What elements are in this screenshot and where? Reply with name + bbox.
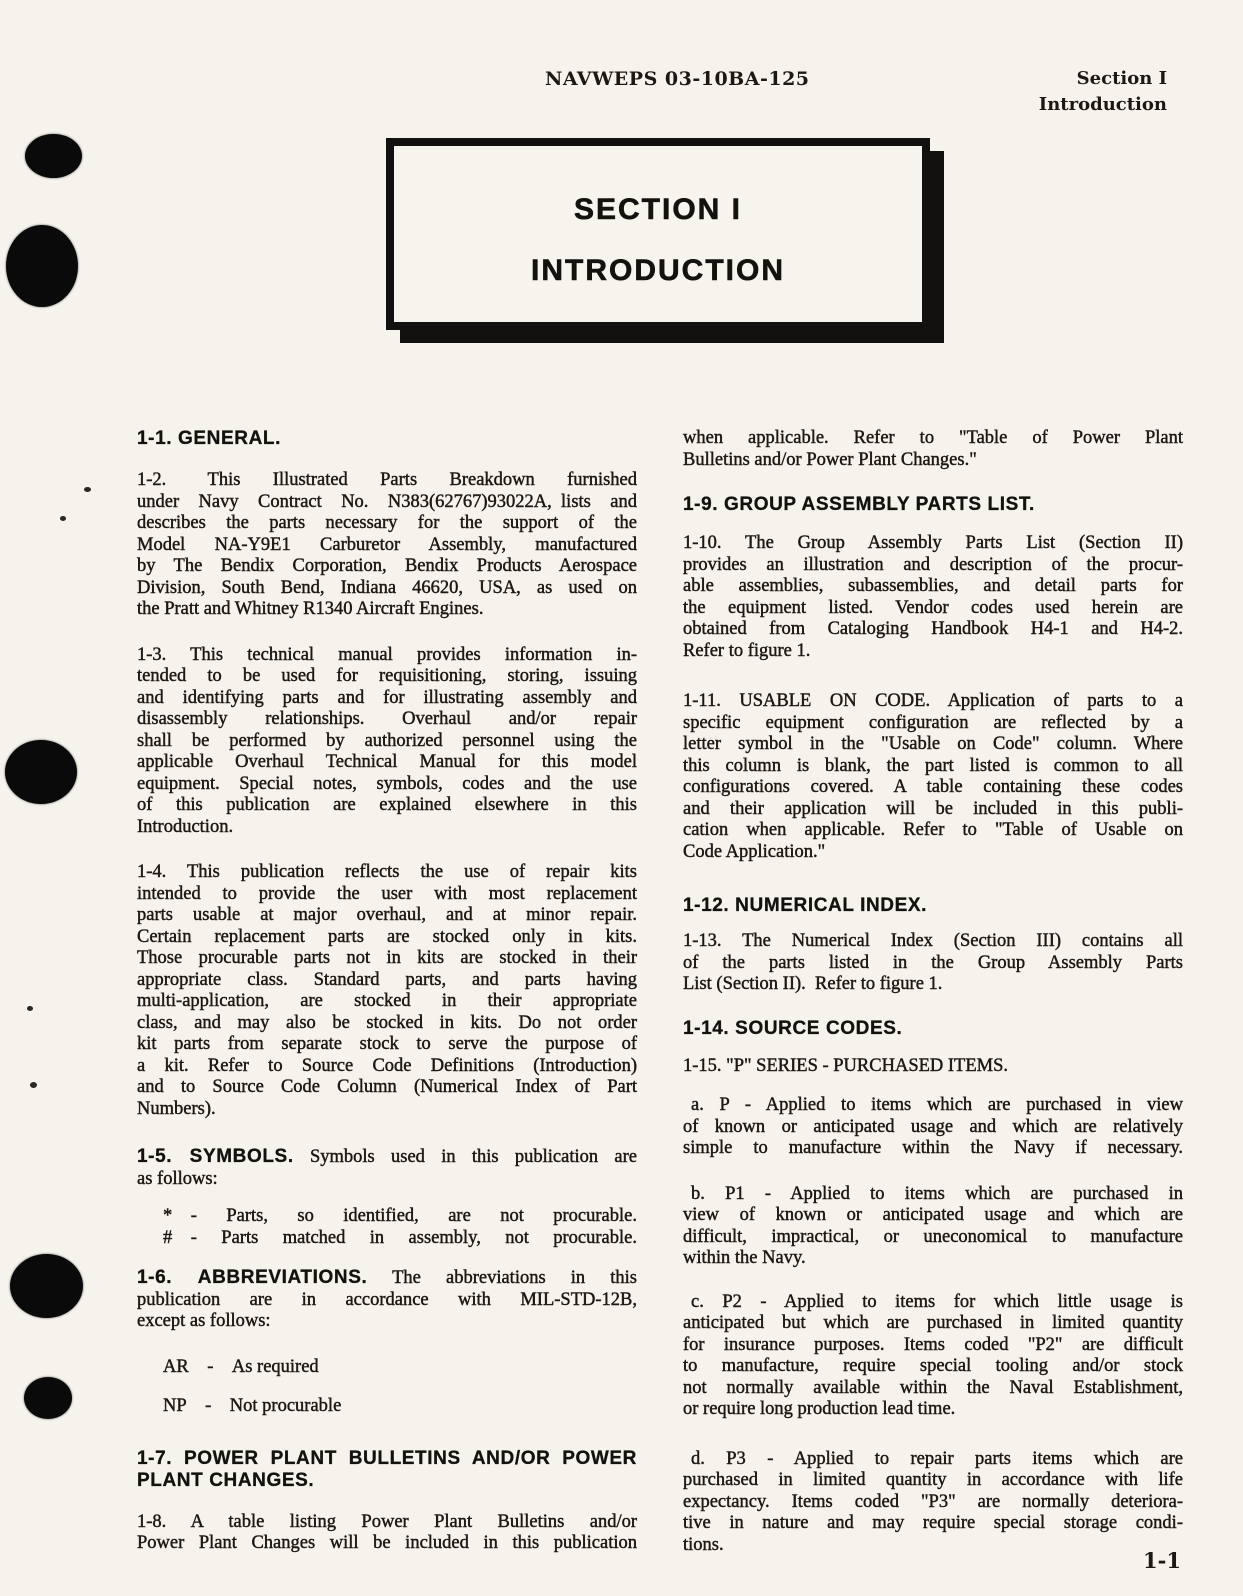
text-line: for insurance purposes. Items coded "P2" are difficult bbox=[683, 1334, 1183, 1355]
text-line: 1-1. GENERAL. bbox=[137, 428, 281, 449]
punch-hole-mark bbox=[24, 1377, 72, 1419]
left-column bbox=[137, 428, 637, 1555]
text-line: of the parts listed in the Group Assembly Parts bbox=[683, 952, 1183, 973]
text-line: specific equipment configuration are reflected by a bbox=[683, 712, 1183, 733]
page-number: 1-1 bbox=[1143, 1548, 1181, 1573]
text-line: view of known or anticipated usage and which are bbox=[683, 1205, 1183, 1225]
text-line: kit parts from separate stock to serve the purpose of bbox=[137, 1034, 637, 1054]
section-reference bbox=[1039, 66, 1167, 118]
punch-hole-mark bbox=[6, 225, 78, 307]
punch-hole-mark bbox=[25, 134, 82, 178]
text-line: c. P2 - Applied to items for which little usage is bbox=[691, 1291, 1183, 1312]
inline-heading: 1-6. ABBREVIATIONS. bbox=[137, 1267, 368, 1288]
text-line: Code Application." bbox=[683, 841, 826, 862]
inline-text: Symbols used in this publication are bbox=[293, 1147, 637, 1167]
text-line bbox=[137, 1267, 637, 1290]
para-1-15a bbox=[683, 1095, 1183, 1160]
para-1-8-continued bbox=[683, 428, 1183, 471]
para-1-15b bbox=[683, 1184, 1183, 1270]
text-line: and their application will be included in this publi- bbox=[683, 798, 1183, 819]
text-line: difficult, impractical, or uneconomical to manufacture bbox=[683, 1226, 1183, 1247]
text-line: able assemblies, subassemblies, and detail parts for bbox=[683, 576, 1183, 596]
text-line: d. P3 - Applied to repair parts items which are bbox=[691, 1448, 1183, 1469]
text-line: Introduction. bbox=[137, 816, 234, 837]
text-line: by The Bendix Corporation, Bendix Products Aerospace bbox=[137, 556, 637, 576]
text-line: and to Source Code Column (Numerical Index of Part bbox=[137, 1077, 637, 1097]
abbrev-ar bbox=[137, 1357, 637, 1379]
text-line: parts usable at major overhaul, and at minor repair. bbox=[137, 905, 637, 925]
para-1-8 bbox=[137, 1512, 637, 1555]
text-line: Bulletins and/or Power Plant Changes." bbox=[683, 449, 977, 470]
para-1-3 bbox=[137, 645, 637, 839]
text-line: provides an illustration and description of the procur- bbox=[683, 554, 1183, 575]
text-line: 1-11. USABLE ON CODE. Application of parts to a bbox=[683, 691, 1183, 711]
text-line: * - Parts, so identified, are not procurable. bbox=[163, 1206, 637, 1226]
para-1-4 bbox=[137, 862, 637, 1120]
text-line: shall be performed by authorized personnel using the bbox=[137, 730, 637, 751]
punch-hole-mark bbox=[5, 740, 77, 804]
section-label: Section I bbox=[1076, 68, 1167, 89]
scan-speck bbox=[84, 487, 91, 492]
text-line: equipment. Special notes, symbols, codes and the use bbox=[137, 773, 637, 794]
text-line: to manufacture, require special tooling and/or stock bbox=[683, 1356, 1183, 1376]
text-line: 1-8. A table listing Power Plant Bulletins and/or bbox=[137, 1511, 637, 1532]
text-line: Certain replacement parts are stocked only in kits. bbox=[137, 926, 637, 947]
text-line: Model NA-Y9E1 Carburetor Assembly, manufactured bbox=[137, 534, 637, 555]
text-line: expectancy. Items coded "P3" are normally deteriora- bbox=[683, 1491, 1183, 1512]
para-1-11 bbox=[683, 691, 1183, 863]
para-1-13 bbox=[683, 931, 1183, 996]
text-line: letter symbol in the "Usable on Code" column. Where bbox=[683, 734, 1183, 754]
scan-speck bbox=[27, 1006, 33, 1011]
text-line: List (Section II). Refer to figure 1. bbox=[683, 974, 943, 994]
text-line: Those procurable parts not in kits are stocked in their bbox=[137, 948, 637, 968]
right-column bbox=[683, 428, 1183, 1556]
text-line: 1-2. This Illustrated Parts Breakdown furnished bbox=[137, 470, 637, 490]
text-line: PLANT CHANGES. bbox=[137, 1469, 315, 1491]
text-line: 1-7. POWER PLANT BULLETINS AND/OR POWER bbox=[137, 1447, 637, 1469]
text-line: as follows: bbox=[137, 1168, 218, 1189]
section-subtitle: INTRODUCTION bbox=[531, 254, 785, 287]
text-line: a kit. Refer to Source Code Definitions (Introduction) bbox=[137, 1055, 637, 1076]
para-1-10 bbox=[683, 533, 1183, 662]
text-line: describes the parts necessary for the support of the bbox=[137, 513, 637, 533]
section-title: SECTION I bbox=[573, 193, 742, 226]
text-line: disassembly relationships. Overhaul and/or repair bbox=[137, 709, 637, 729]
text-line: anticipated but which are purchased in limited quantity bbox=[683, 1313, 1183, 1333]
heading-1-9 bbox=[683, 494, 1183, 516]
inline-heading: 1-5. SYMBOLS. bbox=[137, 1146, 294, 1167]
text-line: and identifying parts and for illustrating assembly and bbox=[137, 687, 637, 708]
heading-1-1 bbox=[137, 428, 637, 450]
heading-1-14 bbox=[683, 1018, 1183, 1040]
text-line: 1-12. NUMERICAL INDEX. bbox=[683, 895, 928, 916]
text-line: 1-13. The Numerical Index (Section III) contains all bbox=[683, 931, 1183, 951]
abbrev-np bbox=[137, 1396, 637, 1418]
doc-number: NAVWEPS 03-10BA-125 bbox=[545, 68, 810, 90]
text-line: purchased in limited quantity in accordance with life bbox=[683, 1470, 1183, 1490]
text-line: tive in nature and may require special storage condi- bbox=[683, 1513, 1183, 1533]
heading-1-7 bbox=[137, 1448, 637, 1492]
text-line: tions. bbox=[683, 1534, 724, 1555]
text-line: Refer to figure 1. bbox=[683, 640, 811, 661]
text-line: Numbers). bbox=[137, 1098, 216, 1119]
text-line: Division, South Bend, Indiana 46620, USA, as used on bbox=[137, 577, 637, 598]
text-line: or require long production lead time. bbox=[683, 1399, 956, 1419]
text-line: NP - Not procurable bbox=[163, 1396, 342, 1416]
scan-speck bbox=[30, 1082, 37, 1088]
text-line: of known or anticipated usage and which are relatively bbox=[683, 1116, 1183, 1137]
text-line: # - Parts matched in assembly, not procurable. bbox=[163, 1227, 637, 1248]
text-line: tended to be used for requisitioning, storing, issuing bbox=[137, 666, 637, 686]
para-1-5-symbols bbox=[137, 1146, 637, 1190]
section-sublabel: Introduction bbox=[1038, 94, 1167, 115]
text-line: the equipment listed. Vendor codes used herein are bbox=[683, 597, 1183, 618]
inline-text: The abbreviations in this bbox=[367, 1268, 637, 1288]
text-line: under Navy Contract No. N383(62767)93022A, lists and bbox=[137, 491, 637, 512]
text-line: the Pratt and Whitney R1340 Aircraft Engines. bbox=[137, 599, 484, 619]
text-line: 1-10. The Group Assembly Parts List (Section II) bbox=[683, 533, 1183, 553]
text-line: not normally available within the Naval Establishment, bbox=[683, 1377, 1183, 1398]
text-line: 1-9. GROUP ASSEMBLY PARTS LIST. bbox=[683, 494, 1035, 515]
text-line: AR - As required bbox=[163, 1356, 319, 1377]
text-line: Power Plant Changes will be included in this publication bbox=[137, 1533, 637, 1553]
heading-1-12 bbox=[683, 895, 1183, 917]
text-line: 1-15. "P" SERIES - PURCHASED ITEMS. bbox=[683, 1055, 1009, 1076]
text-line bbox=[137, 1146, 637, 1169]
text-line: within the Navy. bbox=[683, 1248, 806, 1268]
scan-speck bbox=[60, 516, 66, 521]
text-line: of this publication are explained elsewhere in this bbox=[137, 795, 637, 815]
para-1-15c bbox=[683, 1292, 1183, 1421]
text-line: applicable Overhaul Technical Manual for this model bbox=[137, 752, 637, 772]
text-line: except as follows: bbox=[137, 1311, 271, 1331]
text-line: publication are in accordance with MIL-STD-12B, bbox=[137, 1289, 637, 1310]
para-1-15d bbox=[683, 1449, 1183, 1557]
text-line: a. P - Applied to items which are purchased in view bbox=[691, 1095, 1183, 1115]
text-line: 1-14. SOURCE CODES. bbox=[683, 1017, 903, 1039]
text-line: b. P1 - Applied to items which are purchased in bbox=[691, 1183, 1183, 1204]
section-title-box bbox=[386, 138, 930, 330]
text-line: obtained from Cataloging Handbook H4-1 and H4-2. bbox=[683, 619, 1183, 639]
text-line: simple to manufacture within the Navy if necessary. bbox=[683, 1138, 1183, 1158]
symbol-list bbox=[137, 1206, 637, 1249]
para-1-2 bbox=[137, 470, 637, 621]
text-line: appropriate class. Standard parts, and parts having bbox=[137, 969, 637, 990]
text-line: when applicable. Refer to "Table of Power Plant bbox=[683, 428, 1183, 448]
text-line: 1-4. This publication reflects the use of repair kits bbox=[137, 862, 637, 882]
para-1-15 bbox=[683, 1056, 1183, 1078]
text-line: multi-application, are stocked in their appropriate bbox=[137, 991, 637, 1011]
para-1-6-abbreviations bbox=[137, 1267, 637, 1333]
text-line: cation when applicable. Refer to "Table of Usable on bbox=[683, 820, 1183, 840]
text-line: intended to provide the user with most replacement bbox=[137, 883, 637, 904]
text-line: configurations covered. A table containing these codes bbox=[683, 777, 1183, 797]
text-line: class, and may also be stocked in kits. Do not order bbox=[137, 1012, 637, 1033]
text-line: 1-3. This technical manual provides information in- bbox=[137, 644, 637, 665]
punch-hole-mark bbox=[10, 1254, 83, 1318]
text-line: this column is blank, the part listed is common to all bbox=[683, 755, 1183, 776]
